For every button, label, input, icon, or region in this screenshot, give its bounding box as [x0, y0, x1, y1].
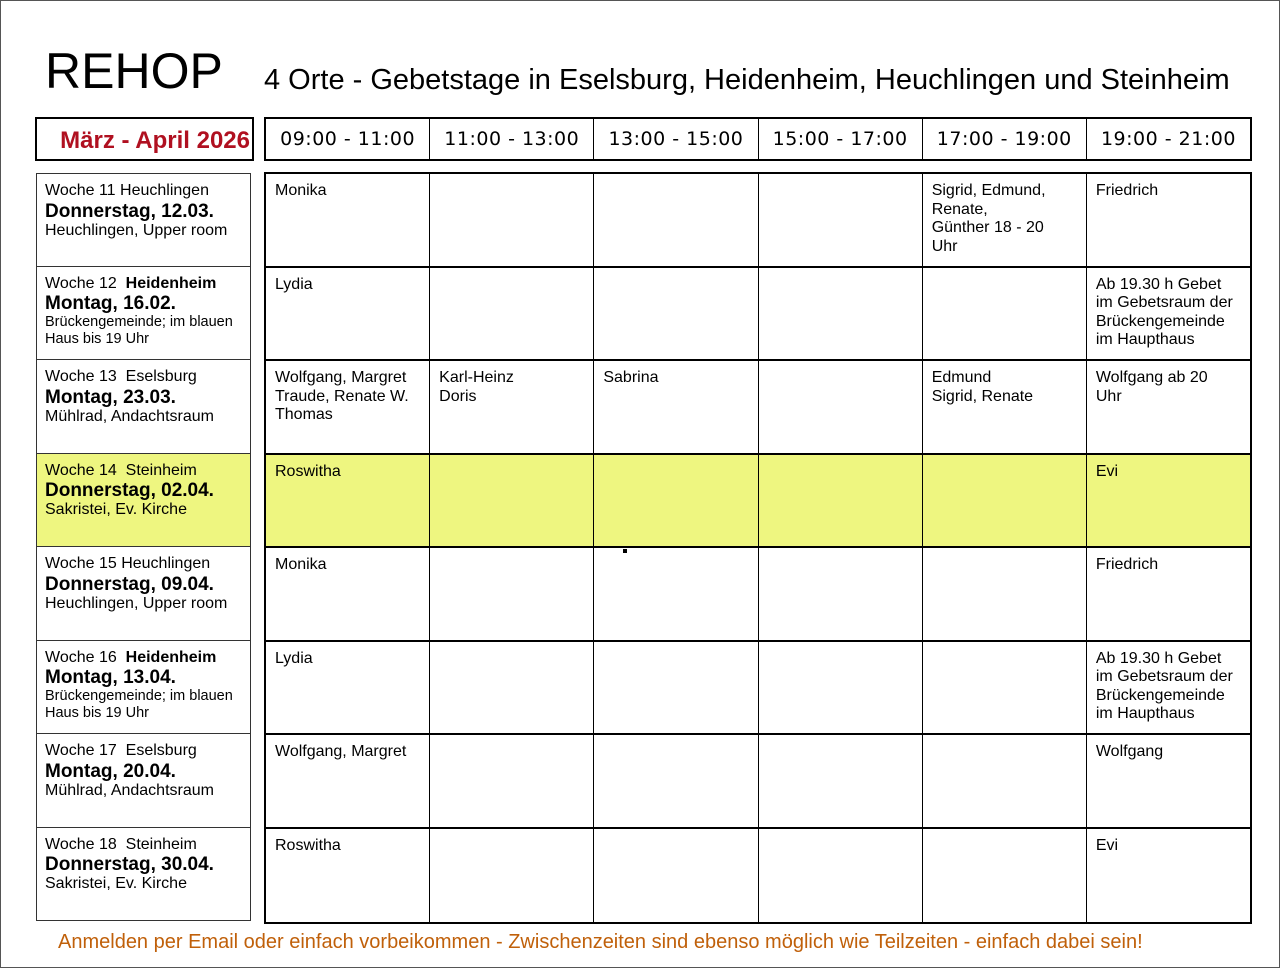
- schedule-cell: Friedrich: [1095, 182, 1159, 199]
- day-location: Sakristei, Ev. Kirche: [45, 501, 187, 518]
- schedule-cell: Wolfgang ab 20 Uhr: [1095, 369, 1208, 405]
- schedule-cell: Sigrid, Edmund, Renate, Günther 18 - 20 Uhr: [923, 174, 1087, 266]
- day-info-cell: [36, 173, 251, 267]
- day-location: Mühlrad, Andachtsraum: [45, 781, 214, 799]
- schedule-cell: [430, 829, 594, 923]
- timeslot-header-cell: 11:00 - 13:00: [430, 119, 594, 159]
- schedule-cell: [759, 548, 923, 640]
- schedule-cell: Wolfgang: [1095, 743, 1164, 760]
- week-label: [45, 555, 242, 574]
- day-info-cell: [36, 734, 251, 828]
- schedule-cell: [430, 548, 594, 640]
- week-number: Woche 14 Steinheim: [45, 461, 197, 479]
- timeslot-header: [264, 117, 1252, 161]
- schedule-cell: Evi: [1095, 836, 1119, 854]
- timeslot-header-cell: 13:00 - 15:00: [594, 119, 758, 159]
- week-label: [45, 462, 242, 481]
- logo-text: REHOP: [45, 43, 223, 99]
- schedule-cell: [594, 829, 758, 923]
- schedule-cell: [759, 361, 923, 453]
- footer-note: Anmelden per Email oder einfach vorbeikommen - Zwischenzeiten sind ebenso möglich wie Teilzeiten - einfach dabei sein!: [58, 931, 1143, 953]
- day-date: Montag, 16.02.: [45, 293, 176, 314]
- day-location: Heuchlingen, Upper room: [45, 221, 228, 239]
- day-date: Montag, 23.03.: [45, 386, 176, 408]
- week-number: Woche 18 Steinheim: [45, 835, 197, 853]
- schedule-row: [266, 829, 1250, 923]
- schedule-cell: [759, 829, 923, 923]
- week-label: [45, 649, 242, 668]
- schedule-cell: [923, 642, 1087, 734]
- schedule-cell: [923, 829, 1087, 923]
- schedule-cell: Lydia: [266, 642, 430, 734]
- week-number: Woche 12: [45, 274, 126, 292]
- schedule-cell: [923, 455, 1087, 547]
- timeslot-header-cell: 19:00 - 21:00: [1100, 128, 1236, 150]
- schedule-cell: [759, 735, 923, 827]
- day-date: Donnerstag, 02.04.: [45, 480, 214, 501]
- day-info-cell: [36, 360, 251, 454]
- schedule-row: [266, 455, 1250, 549]
- schedule-cell: [594, 174, 758, 266]
- schedule-cell: [430, 455, 594, 547]
- schedule-row: [266, 642, 1250, 736]
- day-location: Mühlrad, Andachtsraum: [45, 407, 214, 425]
- schedule-row: [266, 268, 1250, 362]
- day-date: Donnerstag, 30.04.: [45, 854, 214, 875]
- day-info-cell: [36, 547, 251, 641]
- page-title: 4 Orte - Gebetstage in Eselsburg, Heidenheim, Heuchlingen und Steinheim: [264, 64, 1230, 96]
- schedule-cell: [430, 268, 594, 360]
- day-date: Montag, 20.04.: [45, 760, 176, 782]
- schedule-cell: [594, 455, 758, 547]
- day-date: Donnerstag, 09.04.: [45, 573, 214, 595]
- day-info-cell: [36, 641, 251, 735]
- week-location-bold: Heidenheim: [125, 648, 217, 666]
- week-label: [45, 182, 242, 201]
- day-info-cell: [36, 454, 251, 548]
- day-date: Montag, 13.04.: [45, 667, 176, 688]
- day-location: Heuchlingen, Upper room: [45, 594, 228, 612]
- timeslot-header-cell: 09:00 - 11:00: [266, 119, 430, 159]
- schedule-cell: Monika: [266, 174, 430, 266]
- schedule-cell: Sabrina: [594, 361, 758, 453]
- day-location: Sakristei, Ev. Kirche: [45, 875, 187, 892]
- schedule-cell: Roswitha: [266, 829, 430, 923]
- week-location-bold: Heidenheim: [125, 274, 217, 292]
- schedule-cell: Wolfgang, Margret Traude, Renate W. Thomas: [266, 361, 430, 453]
- day-info-cell: [36, 267, 251, 361]
- schedule-cell: [430, 642, 594, 734]
- day-location: Brückengemeinde; im blauen Haus bis 19 Uhr: [45, 688, 233, 721]
- week-number: Woche 13 Eselsburg: [45, 368, 197, 385]
- timeslot-header-cell: 17:00 - 19:00: [923, 119, 1087, 159]
- schedule-cell: [759, 268, 923, 360]
- schedule-cell: [759, 642, 923, 734]
- schedule-cell: Karl-Heinz Doris: [430, 361, 594, 453]
- schedule-cell: [759, 174, 923, 266]
- schedule-cell: [923, 268, 1087, 360]
- timeslot-header-cell: 15:00 - 17:00: [759, 119, 923, 159]
- schedule-cell: [923, 548, 1087, 640]
- schedule-cell: Wolfgang, Margret: [266, 735, 430, 827]
- day-date: Donnerstag, 12.03.: [45, 200, 214, 222]
- schedule-cell: [923, 735, 1087, 827]
- schedule-cell: Roswitha: [266, 455, 430, 547]
- week-label: [45, 836, 242, 855]
- week-label: [45, 275, 242, 294]
- schedule-cell: Ab 19.30 h Gebet im Gebetsraum der Brückengemeinde im Haupthaus: [1095, 275, 1233, 348]
- week-label: [45, 742, 242, 761]
- schedule-row: [266, 174, 1250, 268]
- week-label: [45, 368, 242, 387]
- schedule-row: [266, 548, 1250, 642]
- schedule-cell: Lydia: [266, 268, 430, 360]
- schedule-cell: Evi: [1095, 462, 1119, 480]
- schedule-cell: [594, 548, 758, 640]
- schedule-cell: [594, 642, 758, 734]
- schedule-row: [266, 735, 1250, 829]
- stray-dot: [623, 549, 627, 553]
- schedule-cell: Friedrich: [1095, 556, 1159, 573]
- schedule-cell: [594, 735, 758, 827]
- day-column: [36, 173, 251, 921]
- schedule-cell: Edmund Sigrid, Renate: [923, 361, 1087, 453]
- schedule-cell: Ab 19.30 h Gebet im Gebetsraum der Brückengemeinde im Haupthaus: [1095, 649, 1233, 722]
- week-number: Woche 16: [45, 648, 126, 666]
- schedule-cell: [594, 268, 758, 360]
- day-location: Brückengemeinde; im blauen Haus bis 19 Uhr: [45, 314, 233, 347]
- schedule-grid: [264, 172, 1252, 924]
- schedule-cell: [759, 455, 923, 547]
- schedule-row: [266, 361, 1250, 455]
- schedule-cell: [430, 174, 594, 266]
- day-info-cell: [36, 828, 251, 922]
- month-label: März - April 2026: [35, 117, 254, 161]
- week-number: Woche 11 Heuchlingen: [45, 182, 209, 199]
- schedule-cell: [430, 735, 594, 827]
- week-number: Woche 15 Heuchlingen: [45, 555, 211, 572]
- schedule-cell: Monika: [266, 548, 430, 640]
- week-number: Woche 17 Eselsburg: [45, 742, 197, 759]
